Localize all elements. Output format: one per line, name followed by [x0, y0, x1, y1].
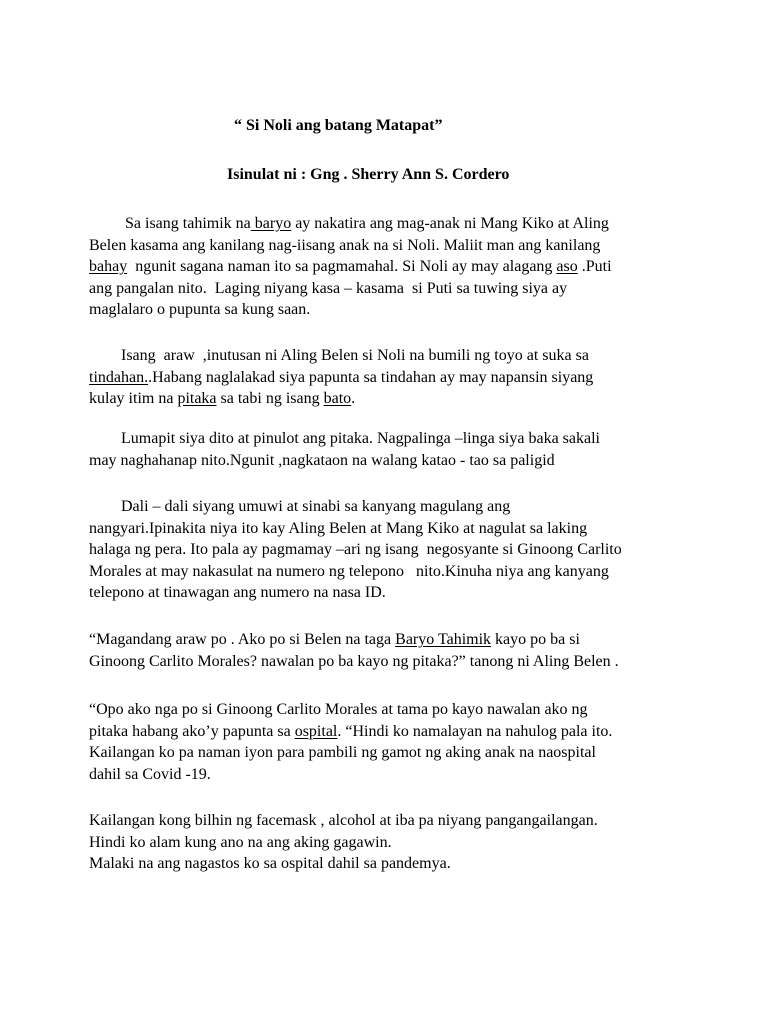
text-run: Lumapit siya dito at pinulot ang pitaka. Nagpalinga –linga siya baka sakali — [89, 430, 600, 447]
underlined-word: tindahan. — [89, 368, 149, 386]
text-run: dahil sa Covid -19. — [89, 765, 211, 783]
text-line — [89, 496, 689, 518]
underlined-word: ospital — [294, 722, 338, 740]
underlined-word: bahay — [89, 258, 128, 276]
paragraph-6 — [89, 699, 689, 785]
text-line — [89, 518, 689, 540]
story-title: “ Si Noli ang batang Matapat” — [234, 117, 443, 134]
text-run: Ginoong Carlito Morales? nawalan po ba kayo ng pitaka?” tanong ni Aling Belen . — [89, 652, 619, 670]
underlined-word: bato — [323, 390, 352, 408]
text-line — [89, 832, 689, 854]
text-run: Kailangan kong bilhin ng facemask , alcohol at iba pa niyang pangangailangan. — [89, 812, 598, 829]
text-run: . — [351, 390, 356, 408]
text-run: sa tabi ng isang — [216, 390, 324, 408]
text-run: ngunit sagana naman ito sa pagmamahal. Si Noli ay may alagang — [127, 258, 557, 276]
paragraph-1 — [89, 213, 689, 321]
paragraph-2 — [89, 345, 689, 410]
author-line: Isinulat ni : Gng . Sherry Ann S. Cordero — [227, 166, 510, 183]
text-line — [89, 450, 689, 472]
text-run: .Habang naglalakad siya papunta sa tindahan ay may napansin siyang — [148, 368, 594, 386]
paragraph-3 — [89, 428, 689, 471]
text-line — [89, 256, 689, 278]
text-line — [89, 721, 689, 743]
paragraph-7 — [89, 810, 689, 875]
text-line — [89, 699, 689, 721]
text-line — [89, 853, 689, 875]
text-run: Dali – dali siyang umuwi at sinabi sa kanyang magulang ang — [89, 498, 511, 515]
text-line — [89, 539, 689, 561]
text-run: .Puti — [577, 258, 612, 276]
text-line — [89, 367, 689, 389]
text-line — [89, 213, 689, 235]
text-line — [89, 235, 689, 257]
text-run: maglalaro o pupunta sa kung saan. — [89, 301, 311, 319]
paragraph-4 — [89, 496, 689, 604]
text-run: Kailangan ko pa naman iyon para pambili ng gamot ng aking anak na naospital — [89, 744, 596, 762]
text-line — [89, 651, 689, 673]
underlined-word: aso — [556, 258, 578, 276]
text-run: telepono at tinawagan ang numero na nasa ID. — [89, 584, 386, 602]
text-run: pitaka habang ako’y papunta sa — [89, 722, 295, 740]
text-run: ang pangalan nito. Laging niyang kasa – kasama si Puti sa tuwing siya ay — [89, 279, 568, 297]
text-run: kulay itim na — [89, 390, 178, 408]
underlined-word: Baryo Tahimik — [395, 631, 492, 648]
text-run: Hindi ko alam kung ano na ang aking gagawin. — [89, 833, 392, 851]
text-run: nangyari.Ipinakita niya ito kay Aling Belen at Mang Kiko at nagulat sa laking — [89, 519, 588, 537]
text-line — [89, 582, 689, 604]
text-run: “Magandang araw po . Ako po si Belen na taga — [89, 631, 396, 648]
text-line — [89, 561, 689, 583]
text-line — [89, 629, 689, 651]
text-line — [89, 764, 689, 786]
text-line — [89, 428, 689, 450]
text-run: Malaki na ang nagastos ko sa ospital dahil sa pandemya. — [89, 855, 451, 873]
text-line — [89, 742, 689, 764]
text-run: may naghahanap nito.Ngunit ,nagkataon na walang katao - tao sa paligid — [89, 451, 555, 469]
text-run: Belen kasama ang kanilang nag-iisang anak na si Noli. Maliit man ang kanilang — [89, 236, 601, 254]
text-run: halaga ng pera. Ito pala ay pagmamay –ari ng isang negosyante si Ginoong Carlito — [89, 541, 622, 559]
text-line — [89, 345, 689, 367]
text-run: “Opo ako nga po si Ginoong Carlito Morales at tama po kayo nawalan ako ng — [89, 701, 588, 718]
text-line — [89, 299, 689, 321]
text-line — [89, 388, 689, 410]
text-run: Morales at may nakasulat na numero ng telepono nito.Kinuha niya ang kanyang — [89, 562, 609, 580]
text-run: kayo po ba si — [491, 631, 580, 648]
underlined-word: baryo — [250, 215, 292, 232]
underlined-word: pitaka — [177, 390, 217, 408]
text-run: . “Hindi ko namalayan na nahulog pala ito. — [337, 722, 613, 740]
text-run: Sa isang tahimik na — [89, 215, 251, 232]
text-line — [89, 810, 689, 832]
text-run: ay nakatira ang mag-anak ni Mang Kiko at Aling — [291, 215, 609, 232]
paragraph-5 — [89, 629, 689, 672]
text-line — [89, 278, 689, 300]
text-run: Isang araw ,inutusan ni Aling Belen si Noli na bumili ng toyo at suka sa — [89, 347, 589, 364]
